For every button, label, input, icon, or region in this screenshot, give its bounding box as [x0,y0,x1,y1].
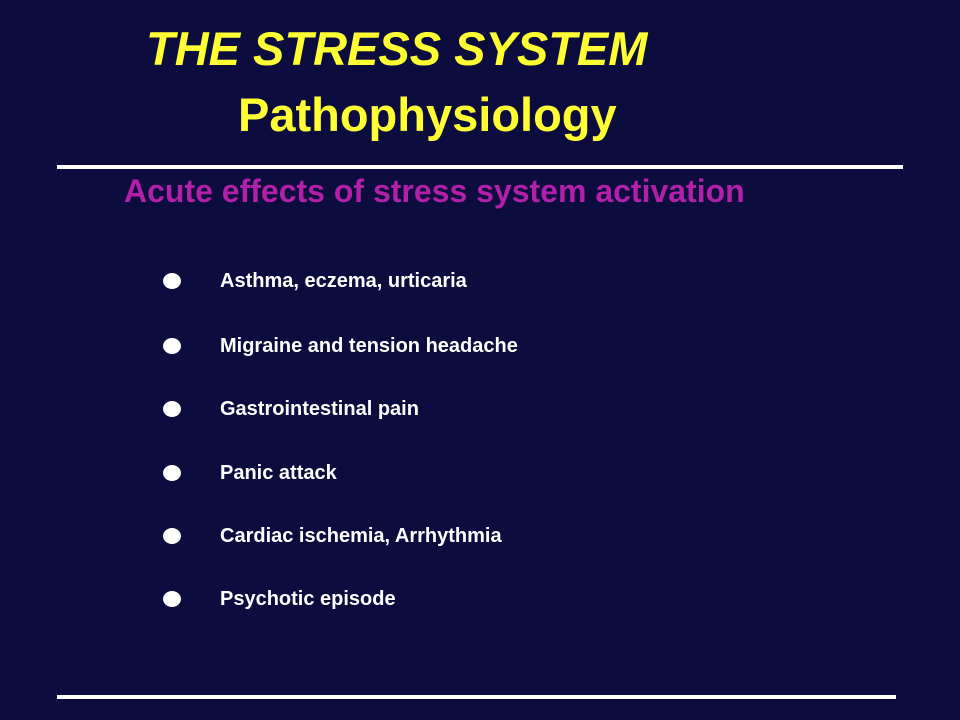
slide-title: THE STRESS SYSTEM [146,22,648,75]
bullet-icon [163,338,181,354]
list-item-label: Panic attack [220,462,337,484]
list-item [163,521,763,551]
list-item-label: Migraine and tension headache [220,335,518,357]
list-item-label: Asthma, eczema, urticaria [220,270,467,292]
bullet-icon [163,273,181,289]
bullet-icon [163,528,181,544]
list-item [163,394,763,424]
list-item [163,458,763,488]
list-item [163,584,763,614]
bullet-icon [163,465,181,481]
slide-title-secondary: Pathophysiology [238,88,617,141]
bottom-divider [57,695,896,699]
bullet-icon [163,401,181,417]
list-item-label: Psychotic episode [220,588,396,610]
slide-subtitle: Acute effects of stress system activation [124,173,745,209]
list-item-label: Gastrointestinal pain [220,398,419,420]
top-divider [57,165,903,169]
bullet-icon [163,591,181,607]
list-item [163,266,763,296]
list-item-label: Cardiac ischemia, Arrhythmia [220,525,502,547]
list-item [163,331,763,361]
